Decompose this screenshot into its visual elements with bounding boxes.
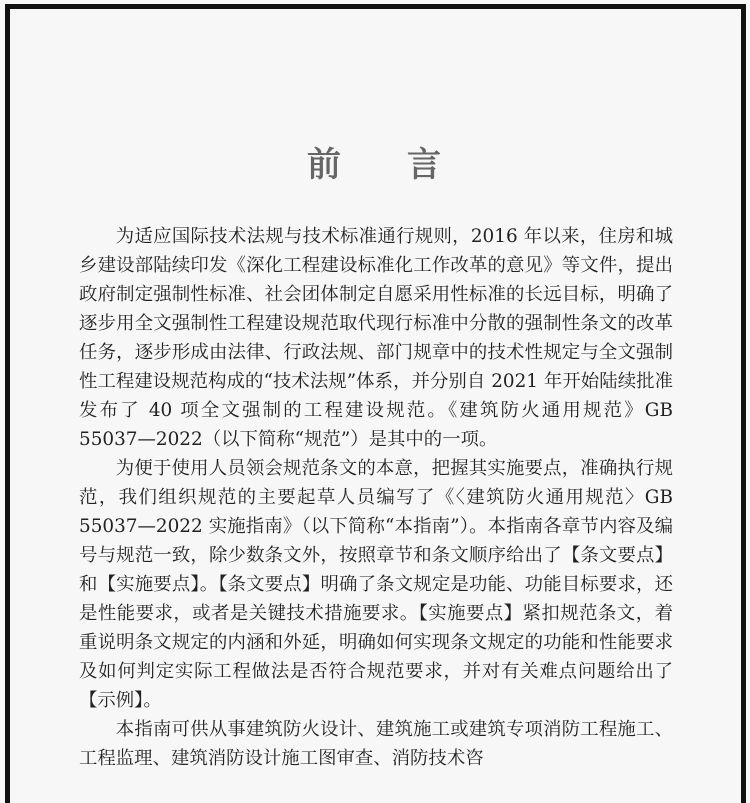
- page-frame-top: [5, 4, 746, 9]
- paragraph-1: 为适应国际技术法规与技术标准通行规则，2016 年以来，住房和城乡建设部陆续印发《深化工程建设标准化工作改革的意见》等文件，提出政府制定强制性标准、社会团体制定自愿采用性标准的长远目标，明确了逐步用全文强制性工程建设规范取代现行标准中分散的强制性条文的改革任务，逐步形成由法律、行政法规、部门规章中的技术性规定与全文强制性工程建设规范构成的“技术法规”体系，并分别自 2021 年开始陆续批准发布了 40 项全文强制的工程建设规范。《建筑防火通用规范》GB 55037—2022（以下简称“规范”）是其中的一项。: [79, 226, 673, 450]
- paragraph-2: 为便于使用人员领会规范条文的本意，把握其实施要点，准确执行规范，我们组织规范的主要起草人员编写了《〈建筑防火通用规范〉GB 55037—2022 实施指南》（以下简称“本指南”）。本指南各章节内容及编号与规范一致，除少数条文外，按照章节和条文顺序给出了【条文要点】和【实施要点】。【条文要点】明确了条文规定是功能、功能目标要求，还是性能要求，或者是关键技术措施要求。【实施要点】紧扣规范条文，着重说明条文规定的内涵和外延，明确如何实现条文规定的功能和性能要求及如何判定实际工程做法是否符合规范要求，并对有关难点问题给出了【示例】。: [79, 458, 673, 711]
- page-frame-right: [741, 4, 746, 803]
- page-title: [0, 137, 750, 186]
- title-char-2: 言: [407, 145, 443, 185]
- title-char-1: 前: [307, 145, 343, 185]
- page-frame-left: [5, 4, 10, 803]
- body-text: [79, 222, 673, 773]
- paragraph-3: 本指南可供从事建筑防火设计、建筑施工或建筑专项消防工程施工、工程监理、建筑消防设计施工图审查、消防技术咨: [79, 719, 673, 769]
